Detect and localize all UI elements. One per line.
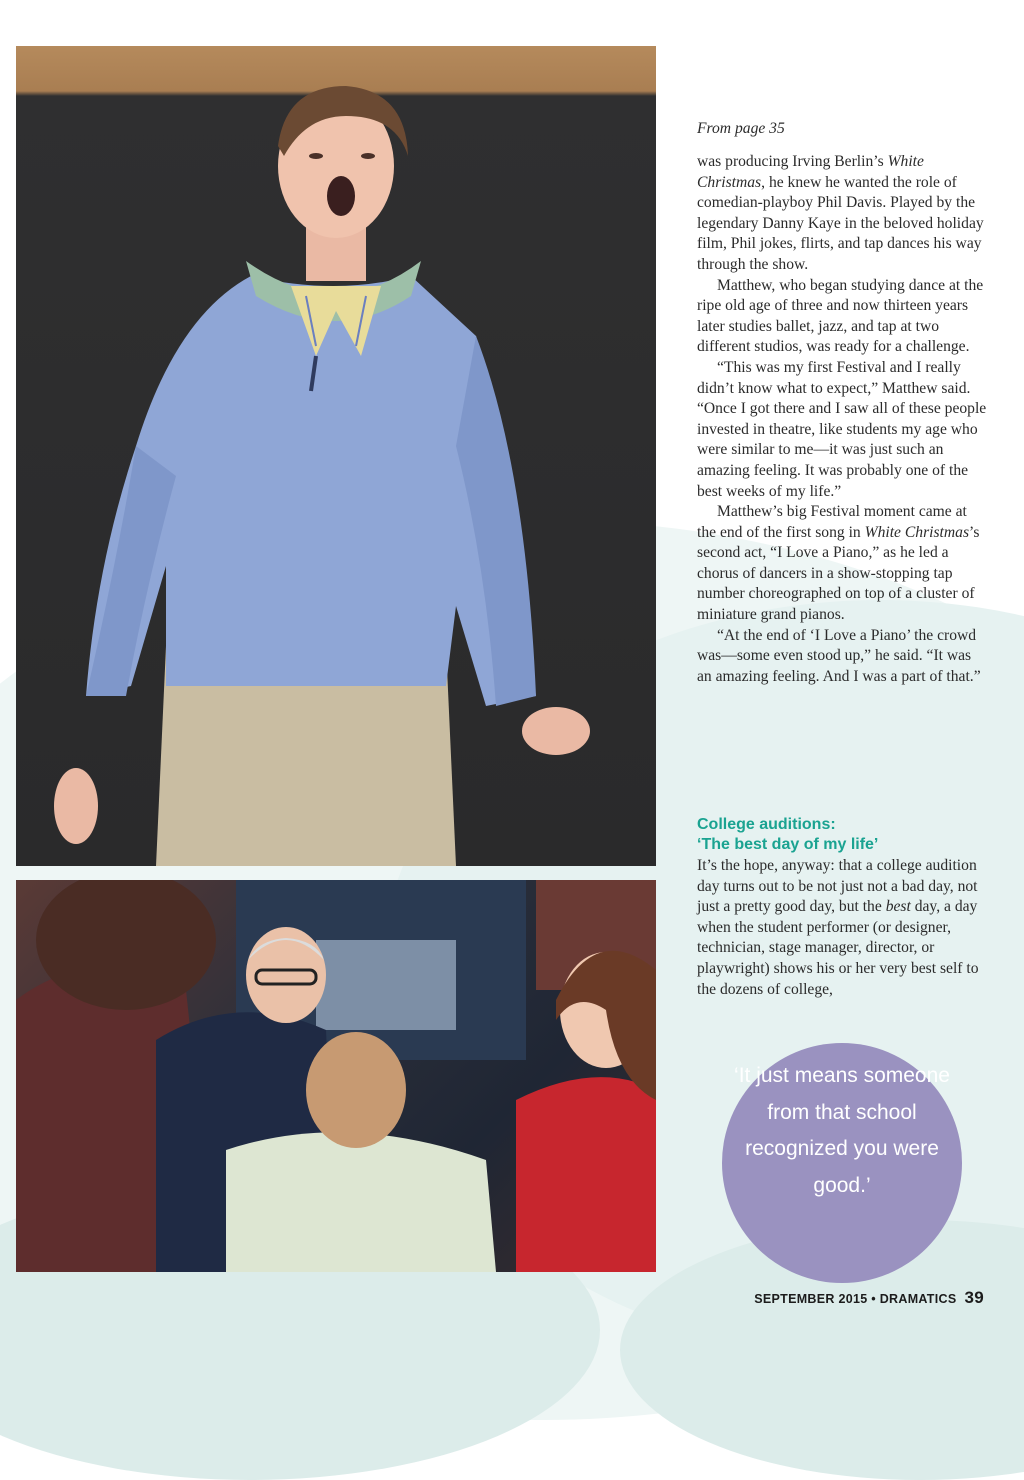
pull-quote: ‘It just means someone from that school recognized you were good.’ xyxy=(734,1064,950,1197)
show-title: White Christmas xyxy=(697,153,924,191)
page-footer xyxy=(754,1288,984,1308)
text-run: It’s the hope, anyway: that a college audition day turns out to be not just not a bad day, not just a pretty good day, but the xyxy=(697,857,978,916)
section-body xyxy=(697,856,987,1000)
text-run: ’s second act, “I Love a Piano,” as he led a chorus of dancers in a show-stopping tap number choreographed on top of a cluster of miniature grand pianos. xyxy=(697,523,980,624)
continuation-note: From page 35 xyxy=(697,120,785,137)
article-body xyxy=(697,152,987,687)
photo-college-audition-illustration xyxy=(16,880,656,1272)
issue-label: SEPTEMBER 2015 • DRAMATICS xyxy=(754,1292,957,1306)
subhead-line: College auditions: xyxy=(697,816,836,833)
text-run: day, a day when the student performer (or designer, technician, stage manager, director, or playwright) shows his or her very best self to the dozens of college, xyxy=(697,898,979,998)
subhead-line: ‘The best day of my life’ xyxy=(697,836,879,853)
text-run: Matthew’s big Festival moment came at the end of the first song in xyxy=(697,503,967,541)
article-paragraph xyxy=(697,152,987,276)
text-run: , he knew he wanted the role of comedian-playboy Phil Davis. Played by the legendary Danny Kaye in the beloved holiday film, Phil jokes, flirts, and tap dances his way through the show. xyxy=(697,173,984,273)
show-title: White Christmas xyxy=(864,523,970,541)
photo-singing-student xyxy=(16,46,656,866)
article-paragraph xyxy=(697,856,987,1000)
photo-college-audition xyxy=(16,880,656,1272)
article-paragraph: “This was my first Festival and I really didn’t know what to expect,” Matthew said. “Once I got there and I saw all of these people invested in theatre, like students my age who were similar to me—it was just such an amazing feeling. It was probably one of the best weeks of my life.” xyxy=(697,358,987,500)
article-paragraph: Matthew, who began studying dance at the ripe old age of three and now thirteen years later studies ballet, jazz, and tap at two different studios, was ready for a challenge. xyxy=(697,276,984,356)
section-subhead xyxy=(697,815,987,855)
photo-singing-student-illustration xyxy=(16,46,656,866)
text-run: was producing Irving Berlin’s xyxy=(697,153,888,170)
emphasis: best xyxy=(885,898,911,916)
article-paragraph: “At the end of ‘I Love a Piano’ the crowd was—some even stood up,” he said. “It was an amazing feeling. And I was a part of that.” xyxy=(697,626,981,685)
page-number: 39 xyxy=(964,1288,984,1307)
article-paragraph xyxy=(697,502,987,626)
